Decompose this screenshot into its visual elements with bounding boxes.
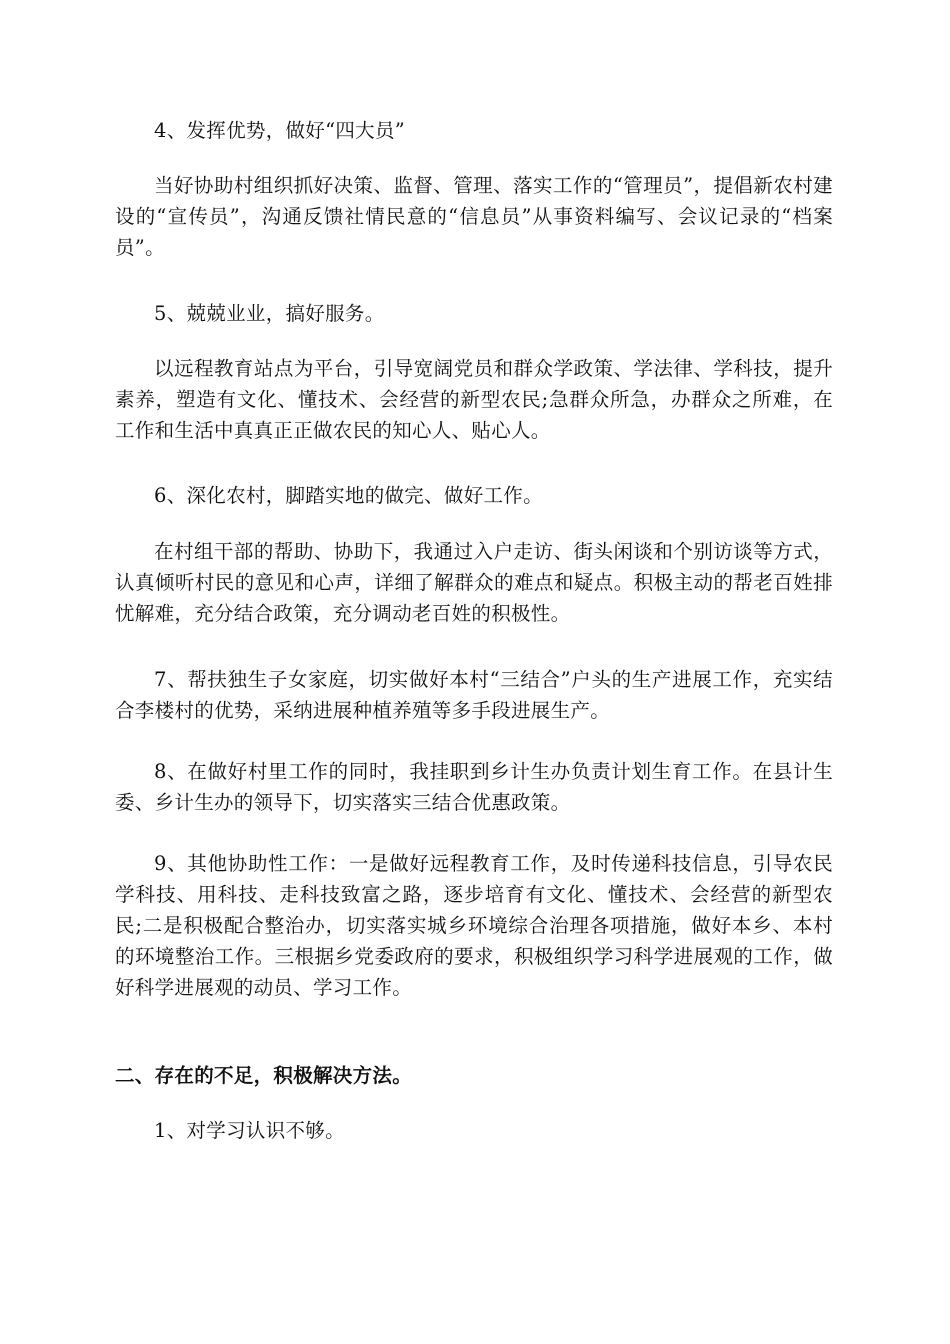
paragraph-body-5: 以远程教育站点为平台，引导宽阔党员和群众学政策、学法律、学科技，提升素养，塑造有文化、懂技术、会经营的新型农民;急群众所急，办群众之所难，在工作和生活中真真正正做农民的知心人、贴心人。 — [115, 357, 833, 442]
paragraph-body-4: 当好协助村组织抓好决策、监督、管理、落实工作的“管理员”，提倡新农村建设的“宣传员”，沟通反馈社情民意的“信息员”从事资料编写、会议记录的“档案员”。 — [115, 174, 833, 259]
paragraph-sub-1: 1、对学习认识不够。 — [154, 1119, 345, 1142]
paragraph-item-9: 9、其他协助性工作：一是做好远程教育工作，及时传递科技信息，引导农民学科技、用科技、走科技致富之路，逐步培育有文化、懂技术、会经营的新型农民;二是积极配合整治办，切实落实城乡环境综合治理各项措施，做好本乡、本村的环境整治工作。三根据乡党委政府的要求，积极组织学习科学进展观的工作，做好科学进展观的动员、学习工作。 — [115, 852, 833, 999]
paragraph-item-8: 8、在做好村里工作的同时，我挂职到乡计生办负责计划生育工作。在县计生委、乡计生办的领导下，切实落实三结合优惠政策。 — [115, 760, 833, 814]
paragraph-heading-4: 4、发挥优势，做好“四大员” — [154, 119, 406, 142]
paragraph-item-7: 7、帮扶独生子女家庭，切实做好本村“三结合”户头的生产进展工作，充实结合李楼村的优势，采纳进展种植养殖等多手段进展生产。 — [115, 668, 833, 722]
section-heading-2: 二、存在的不足，积极解决方法。 — [115, 1064, 413, 1087]
paragraph-heading-5: 5、兢兢业业，搞好服务。 — [154, 302, 385, 325]
paragraph-body-6: 在村组干部的帮助、协助下，我通过入户走访、街头闲谈和个别访谈等方式，认真倾听村民的意见和心声，详细了解群众的难点和疑点。积极主动的帮老百姓排忧解难，充分结合政策，充分调动老百姓的积极性。 — [115, 540, 833, 625]
paragraph-heading-6: 6、深化农村，脚踏实地的做完、做好工作。 — [154, 484, 543, 507]
